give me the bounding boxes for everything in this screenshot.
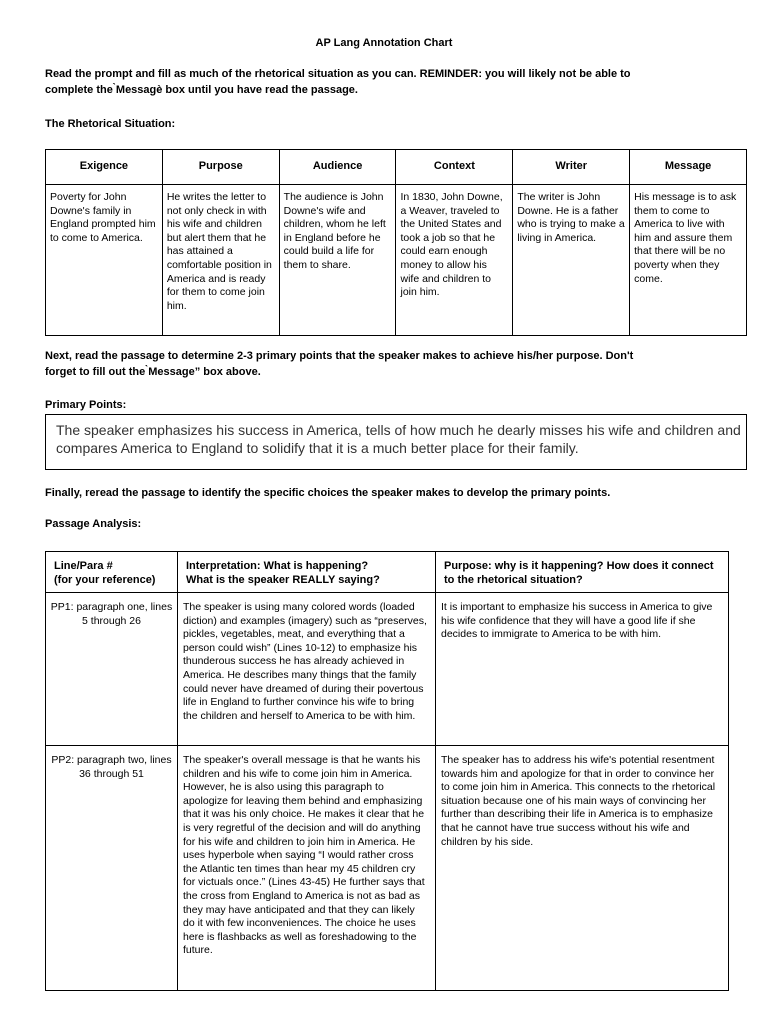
cell-message: His message is to ask them to come to America to live with him and assure them that there will be no poverty when they come. xyxy=(630,185,747,336)
intro-line-1: Read the prompt and fill as much of the rhetorical situation as you can. REMINDER: you will likely not be able to xyxy=(45,68,631,80)
header-line-para-line-2: (for your reference) xyxy=(54,574,156,586)
cell-exigence: Poverty for John Downe's family in England prompted him to come to America. xyxy=(46,185,163,336)
row-1-line-ref: PP1: paragraph one, lines 5 through 26 xyxy=(46,593,178,746)
row-1-purpose: It is important to emphasize his success in America to give his wife confidence that they will have a good life if she decides to immigrate to America to be with him. xyxy=(436,593,729,746)
intro-instructions xyxy=(45,66,631,98)
passage-header-row xyxy=(46,552,729,593)
finally-instructions: Finally, reread the passage to identify the specific choices the speaker makes to develop the primary points. xyxy=(45,487,611,499)
cell-purpose: He writes the letter to not only check in with his wife and children but alert them that he has attained a comfortable position in America and is ready for them to come join him. xyxy=(162,185,279,336)
header-exigence: Exigence xyxy=(46,150,163,185)
header-interpretation-line-1: Interpretation: What is happening? xyxy=(186,560,369,572)
header-audience: Audience xyxy=(279,150,396,185)
passage-analysis-table xyxy=(45,551,729,991)
next-instructions xyxy=(45,348,633,380)
rhetorical-header-row xyxy=(46,150,747,185)
row-2-interpretation: The speaker's overall message is that he wants his children and his wife to come join him in America. However, he is also using this paragraph to apologize for leaving them behind and emphasizing that it was his only choice. He makes it clear that he is very regretful of the decision and will do anything for his wife and children to join him in America. He uses hyperbole when saying “I would rather cross the Atlantic ten times than hear my 45 children cry for victuals once.” (Lines 43-45) He further says that the cross from England to America is not as bad as they may have anticipated and that they can likely do it with few inconveniences. The choice he uses here is flashbacks as well as foreshadowing to the future. xyxy=(178,746,436,991)
header-message: Message xyxy=(630,150,747,185)
header-context: Context xyxy=(396,150,513,185)
header-purpose: Purpose xyxy=(162,150,279,185)
passage-analysis-heading: Passage Analysis: xyxy=(45,518,142,530)
header-line-para-line-1: Line/Para # xyxy=(54,560,113,572)
row-2-line-ref: PP2: paragraph two, lines 36 through 51 xyxy=(46,746,178,991)
header-purpose-connection xyxy=(436,552,729,593)
cell-audience: The audience is John Downe's wife and children, whom he left in England before he could build a life for them to share. xyxy=(279,185,396,336)
rhetorical-situation-table xyxy=(45,149,747,336)
header-interpretation xyxy=(178,552,436,593)
intro-line-2: complete the ̀Messagè box until you have read the passage. xyxy=(45,84,358,96)
rhetorical-content-row xyxy=(46,185,747,336)
header-interpretation-line-2: What is the speaker REALLY saying? xyxy=(186,574,380,586)
row-2-purpose: The speaker has to address his wife's potential resentment towards him and apologize for that in order to convince her to come join him in America. This connects to the rhetorical situation because one of his main ways of convincing her further than describing their life in America is to emphasize that he cannot have true success without his wife and children by his side. xyxy=(436,746,729,991)
primary-points-box: The speaker emphasizes his success in America, tells of how much he dearly misses his wife and children and compares America to England to solidify that it is a much better place for their family. xyxy=(45,414,747,470)
header-purpose-line-1: Purpose: why is it happening? How does it connect xyxy=(444,560,714,572)
cell-writer: The writer is John Downe. He is a father who is trying to make a living in America. xyxy=(513,185,630,336)
rhetorical-situation-heading: The Rhetorical Situation: xyxy=(45,118,176,130)
next-line-2: forget to fill out the ̀Message” box above. xyxy=(45,366,261,378)
header-writer: Writer xyxy=(513,150,630,185)
table-row xyxy=(46,746,729,991)
header-line-para xyxy=(46,552,178,593)
page-title: AP Lang Annotation Chart xyxy=(315,37,453,49)
next-line-1: Next, read the passage to determine 2-3 primary points that the speaker makes to achieve his/her purpose. Don't xyxy=(45,350,634,362)
cell-context: In 1830, John Downe, a Weaver, traveled to the United States and took a job so that he could earn enough money to allow his wife and children to join him. xyxy=(396,185,513,336)
primary-points-heading: Primary Points: xyxy=(45,399,127,411)
table-row xyxy=(46,593,729,746)
header-purpose-line-2: to the rhetorical situation? xyxy=(444,574,583,586)
row-1-interpretation: The speaker is using many colored words (loaded diction) and examples (imagery) such as “preserves, pickles, vegetables, meat, and everything that a person could wish” (Lines 10-12) to emphasize his thunderous success he has already achieved in America. He describes many things that the family could never have dreamed of during their povertous life in England to further convince his wife to bring the children and herself to America to be with him. xyxy=(178,593,436,746)
